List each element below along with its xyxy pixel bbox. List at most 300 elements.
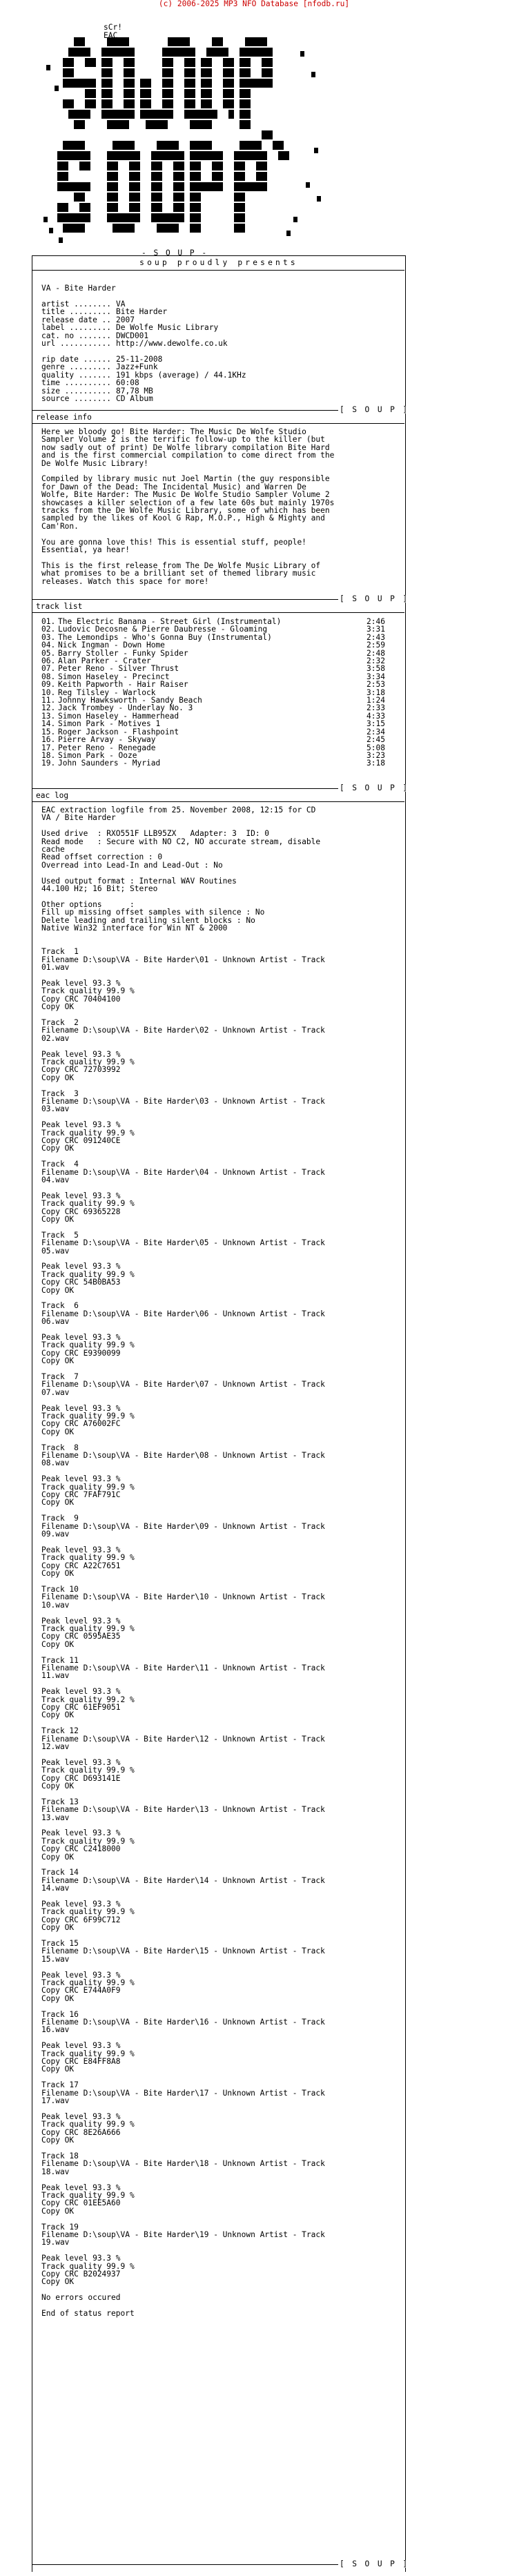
eac-track-label: Track 10 <box>41 1584 79 1594</box>
track-title: Keith Papworth - Hair Raiser <box>58 680 188 690</box>
logo-block <box>107 79 113 88</box>
logo-block <box>190 203 195 212</box>
logo-block <box>146 110 151 119</box>
spacer <box>41 1932 400 1940</box>
logo-block <box>151 151 157 160</box>
logo-block <box>245 141 251 150</box>
logo-block <box>284 151 289 160</box>
eac-copy-ok: Copy OK <box>41 1569 75 1579</box>
logo-block <box>113 120 118 129</box>
logo-block <box>101 68 107 77</box>
logo-block <box>129 203 135 212</box>
logo-block <box>190 68 195 77</box>
track-duration: 2:33 <box>367 703 385 713</box>
eac-track-quality: Track quality 99.9 % <box>41 1836 135 1846</box>
track-row <box>41 759 400 767</box>
logo-block <box>234 193 240 202</box>
logo-block <box>79 79 85 88</box>
logo-block <box>217 37 223 46</box>
eac-peak-level: Peak level 93.3 % <box>41 2041 121 2051</box>
meta-key: source ........ <box>41 394 112 404</box>
track-duration: 2:46 <box>367 617 385 626</box>
divider <box>32 423 404 424</box>
logo-block <box>201 79 206 88</box>
spacer <box>41 1082 400 1089</box>
logo-block <box>173 213 179 222</box>
logo-block <box>234 172 240 181</box>
eac-peak-level: Peak level 93.3 % <box>41 1191 121 1200</box>
logo-block <box>124 58 129 67</box>
tagline-box <box>32 255 406 271</box>
logo-block <box>251 48 256 57</box>
logo-block <box>135 193 140 202</box>
logo-block <box>157 213 162 222</box>
logo-block <box>124 79 129 88</box>
logo-block <box>168 110 173 119</box>
logo-block <box>63 162 68 170</box>
logo-block <box>118 48 124 57</box>
logo-block <box>162 48 168 57</box>
logo-block <box>118 224 124 233</box>
logo-block <box>129 224 135 233</box>
meta-value: DWCD001 <box>116 331 149 340</box>
logo-block <box>57 213 63 222</box>
eac-track-quality: Track quality 99.2 % <box>41 1695 135 1704</box>
logo-block <box>223 79 228 88</box>
logo-block <box>157 141 162 150</box>
logo-block <box>212 182 217 191</box>
logo-block <box>217 172 223 181</box>
group-tag <box>104 23 122 39</box>
logo-block <box>179 48 184 57</box>
logo-block <box>151 110 157 119</box>
logo-block <box>151 162 157 170</box>
eac-peak-level: Peak level 93.3 % <box>41 1120 121 1130</box>
logo-block <box>195 172 201 181</box>
logo-block <box>157 193 162 202</box>
eac-copy-crc: Copy CRC 69365228 <box>41 1207 121 1216</box>
logo-block <box>113 48 118 57</box>
track-title: Alan Parker - Crater <box>58 656 151 666</box>
logo-block <box>162 141 168 150</box>
eac-header-line: Native Win32 interface for Win NT & 2000 <box>41 924 228 933</box>
logo-block <box>79 151 85 160</box>
group-tag-line1: sCr! <box>104 23 122 32</box>
logo-block <box>162 99 168 108</box>
track-title: Ludovic Decosne & Pierre Daubresse - Gloaming <box>58 625 268 634</box>
eac-track-label: Track 18 <box>41 2151 79 2160</box>
eac-track-quality: Track quality 99.9 % <box>41 2049 135 2058</box>
meta-key: quality ....... <box>41 370 112 380</box>
logo-block <box>162 89 168 98</box>
logo-block <box>113 193 118 202</box>
track-title: Simon Park - Motives 1 <box>58 719 161 729</box>
logo-block <box>157 162 162 170</box>
logo-block <box>190 141 195 150</box>
release-title: VA - Bite Harder <box>41 284 116 293</box>
eac-peak-level: Peak level 93.3 % <box>41 2254 121 2263</box>
meta-key: size .......... <box>41 386 112 396</box>
logo-block <box>85 58 90 67</box>
logo-block <box>85 110 90 119</box>
logo-block <box>240 141 245 150</box>
logo-block <box>157 203 162 212</box>
logo-block <box>74 37 79 46</box>
eac-header-line: cache <box>41 845 65 855</box>
logo-block <box>129 193 135 202</box>
eac-track-label: Track 7 <box>41 1372 79 1382</box>
logo-block <box>251 37 256 46</box>
eac-track-quality: Track quality 99.9 % <box>41 1269 135 1279</box>
logo-block <box>146 120 151 129</box>
eac-peak-level: Peak level 93.3 % <box>41 1828 121 1838</box>
eac-track-quality: Track quality 99.9 % <box>41 1340 135 1350</box>
logo-block <box>190 79 195 88</box>
logo-block <box>68 99 74 108</box>
logo-block <box>234 162 240 170</box>
divider <box>32 270 404 271</box>
logo-block <box>234 182 240 191</box>
eac-peak-level: Peak level 93.3 % <box>41 1687 121 1697</box>
logo-block <box>262 79 267 88</box>
eac-peak-level: Peak level 93.3 % <box>41 1262 121 1271</box>
logo-block <box>63 172 68 181</box>
logo-block <box>162 213 168 222</box>
eac-copy-crc: Copy CRC D693141E <box>41 1773 121 1783</box>
meta-key: label ......... <box>41 323 112 333</box>
logo-block <box>140 89 146 98</box>
logo-block <box>162 58 168 67</box>
logo-block <box>195 120 201 129</box>
logo-block <box>201 99 206 108</box>
logo-block <box>63 224 68 233</box>
logo-block <box>267 58 273 67</box>
eac-copy-crc: Copy CRC 091240CE <box>41 1135 121 1145</box>
logo-block <box>146 89 151 98</box>
eac-copy-crc: Copy CRC 72703992 <box>41 1065 121 1075</box>
release-info-line: You are gonna love this! This is essential stuff, people! <box>41 537 306 547</box>
eac-track-label: Track 5 <box>41 1230 79 1240</box>
eac-filename: Filename D:\soup\VA - Bite Harder\07 - Unknown Artist - Track <box>41 1380 325 1389</box>
logo-block <box>63 182 68 191</box>
eac-filename-cont: 05.wav <box>41 1246 70 1256</box>
logo-block <box>240 224 245 233</box>
logo-block <box>107 172 113 181</box>
logo-block <box>151 193 157 202</box>
logo-block <box>113 141 118 150</box>
eac-track-quality: Track quality 99.9 % <box>41 1907 135 1917</box>
logo-block <box>190 224 195 233</box>
logo-block <box>168 48 173 57</box>
logo-block <box>68 182 74 191</box>
eac-track-label: Track 14 <box>41 1868 79 1877</box>
track-number: 04. <box>41 641 56 650</box>
logo-block <box>74 120 79 129</box>
spacer <box>41 1223 400 1231</box>
logo-block <box>212 162 217 170</box>
logo-block <box>113 110 118 119</box>
logo-block <box>162 120 168 129</box>
eac-track-label: Track 3 <box>41 1089 79 1098</box>
logo-block <box>74 48 79 57</box>
logo-block <box>129 68 135 77</box>
logo-block <box>190 193 195 202</box>
spacer <box>41 1294 400 1302</box>
logo-block <box>157 182 162 191</box>
eac-copy-ok: Copy OK <box>41 1710 75 1720</box>
meta-value: VA <box>116 300 126 309</box>
logo-block <box>135 172 140 181</box>
logo-block <box>234 203 240 212</box>
logo-block <box>162 68 168 77</box>
logo-block <box>63 68 68 77</box>
logo-block <box>190 99 195 108</box>
eac-track-quality: Track quality 99.9 % <box>41 1766 135 1775</box>
track-number: 16. <box>41 735 56 745</box>
logo-block <box>190 162 195 170</box>
logo-block <box>85 182 90 191</box>
meta-key: artist ........ <box>41 300 112 309</box>
track-duration: 3:18 <box>367 759 385 768</box>
logo-block <box>74 224 79 233</box>
logo-speck <box>314 148 318 153</box>
release-info-line <box>41 530 400 538</box>
logo-block <box>262 58 267 67</box>
logo-block <box>173 48 179 57</box>
spacer <box>41 1365 400 1373</box>
eac-filename: Filename D:\soup\VA - Bite Harder\03 - Unknown Artist - Track <box>41 1096 325 1106</box>
eac-filename: Filename D:\soup\VA - Bite Harder\09 - Unknown Artist - Track <box>41 1521 325 1531</box>
eac-filename-cont: 09.wav <box>41 1530 70 1539</box>
eac-filename-cont: 07.wav <box>41 1387 70 1397</box>
logo-block <box>173 193 179 202</box>
meta-value: 60:08 <box>116 378 139 388</box>
logo-block <box>206 141 212 150</box>
track-title: Reg Tilsley - Warlock <box>58 687 156 697</box>
logo-block <box>151 213 157 222</box>
meta-key: time .......... <box>41 378 112 388</box>
logo-block <box>113 224 118 233</box>
eac-filename-cont: 01.wav <box>41 963 70 973</box>
logo-block <box>234 224 240 233</box>
eac-filename-cont: 04.wav <box>41 1175 70 1184</box>
eac-track-quality: Track quality 99.9 % <box>41 986 135 996</box>
eac-track-quality: Track quality 99.9 % <box>41 1553 135 1563</box>
logo-block <box>251 151 256 160</box>
section-track-list: track list <box>36 602 83 611</box>
eac-copy-crc: Copy CRC 54B0BA53 <box>41 1278 121 1287</box>
logo-block <box>240 99 245 108</box>
logo-block <box>118 141 124 150</box>
logo-block <box>124 151 129 160</box>
logo-block <box>68 151 74 160</box>
eac-track-quality: Track quality 99.9 % <box>41 1128 135 1138</box>
release-info-line: Essential, ya hear! <box>41 545 130 555</box>
logo-block <box>262 130 267 139</box>
eac-filename: Filename D:\soup\VA - Bite Harder\10 - Unknown Artist - Track <box>41 1592 325 1602</box>
eac-filename: Filename D:\soup\VA - Bite Harder\05 - Unknown Artist - Track <box>41 1238 325 1248</box>
spacer <box>41 2215 400 2223</box>
logo-block <box>146 99 151 108</box>
logo-block <box>107 68 113 77</box>
eac-filename-cont: 10.wav <box>41 1600 70 1610</box>
logo-block <box>206 182 212 191</box>
logo-block <box>195 141 201 150</box>
logo-block <box>85 79 90 88</box>
eac-peak-level: Peak level 93.3 % <box>41 1333 121 1343</box>
eac-track-quality: Track quality 99.9 % <box>41 1057 135 1066</box>
release-info-line: Cam'Ron. <box>41 521 79 531</box>
logo-block <box>101 79 107 88</box>
logo-block <box>140 110 146 119</box>
logo-block <box>135 213 140 222</box>
logo-block <box>245 48 251 57</box>
track-title: Simon Park - Ooze <box>58 750 137 760</box>
release-info-line: sampled by the likes of Kool G Rap, M.O.P., High & Mighty and <box>41 514 325 523</box>
eac-footer-line: No errors occured <box>41 2293 121 2303</box>
logo-block <box>124 120 129 129</box>
logo-block <box>245 89 251 98</box>
logo-block <box>79 203 85 212</box>
logo-block <box>79 37 85 46</box>
logo-block <box>107 151 113 160</box>
logo-block <box>240 203 245 212</box>
logo-block <box>168 68 173 77</box>
track-duration: 3:23 <box>367 750 385 760</box>
logo-block <box>124 68 129 77</box>
eac-peak-level: Peak level 93.3 % <box>41 1474 121 1484</box>
eac-track-label: Track 4 <box>41 1160 79 1169</box>
eac-copy-ok: Copy OK <box>41 2206 75 2216</box>
logo-block <box>168 224 173 233</box>
logo-block <box>79 120 85 129</box>
logo-block <box>190 110 195 119</box>
logo-block <box>256 79 262 88</box>
eac-copy-crc: Copy CRC C2418000 <box>41 1844 121 1854</box>
logo-block <box>228 68 234 77</box>
logo-block <box>195 162 201 170</box>
track-title: Simon Haseley - Hammerhead <box>58 711 179 721</box>
logo-block <box>162 151 168 160</box>
logo-block <box>79 224 85 233</box>
logo-block <box>63 203 68 212</box>
logo-block <box>190 213 195 222</box>
logo-block <box>190 172 195 181</box>
logo-block <box>195 182 201 191</box>
eac-header-line: Fill up missing offset samples with silence : No <box>41 908 265 917</box>
eac-track-label: Track 8 <box>41 1443 79 1452</box>
group-tag-line2: EAC <box>104 30 118 40</box>
logo-block <box>113 162 118 170</box>
logo-block <box>267 130 273 139</box>
eac-track-quality: Track quality 99.9 % <box>41 1199 135 1209</box>
eac-track-label: Track 16 <box>41 2009 79 2019</box>
track-title: Johnny Hawksworth - Sandy Beach <box>58 696 202 705</box>
track-title: The Electric Banana - Street Girl (Instrumental) <box>58 617 282 626</box>
eac-copy-ok: Copy OK <box>41 1073 75 1082</box>
eac-copy-crc: Copy CRC A22C7651 <box>41 1561 121 1570</box>
logo-block <box>74 79 79 88</box>
release-info-line: and is the first commercial compilation to come direct from the <box>41 451 335 460</box>
eac-copy-crc: Copy CRC 01EE5A60 <box>41 2198 121 2208</box>
logo-block <box>68 48 74 57</box>
track-title: The Lemondips - Who's Gonna Buy (Instrumental) <box>58 632 272 642</box>
soup-mark: [ S O U P ] <box>340 2559 409 2568</box>
logo-block <box>107 193 113 202</box>
logo-block <box>206 79 212 88</box>
logo-block <box>168 79 173 88</box>
logo-block <box>184 48 190 57</box>
eac-filename: Filename D:\soup\VA - Bite Harder\14 - Unknown Artist - Track <box>41 1875 325 1885</box>
logo-block <box>223 89 228 98</box>
logo-block <box>79 182 85 191</box>
release-info-line: releases. Watch this space for more! <box>41 576 209 586</box>
release-info-line: now sadly out of print) De Wolfe library compilation Bite Hard <box>41 442 330 452</box>
eac-filename: Filename D:\soup\VA - Bite Harder\19 - Unknown Artist - Track <box>41 2229 325 2239</box>
eac-track-quality: Track quality 99.9 % <box>41 1623 135 1633</box>
track-number: 05. <box>41 648 56 658</box>
eac-header-line: Delete leading and trailing silent blocks : No <box>41 915 255 925</box>
track-number: 15. <box>41 727 56 736</box>
spacer <box>41 1507 400 1514</box>
logo-block <box>101 89 107 98</box>
logo-block <box>79 193 85 202</box>
track-duration: 2:45 <box>367 735 385 745</box>
eac-copy-ok: Copy OK <box>41 1214 75 1224</box>
logo-block <box>107 58 113 67</box>
track-number: 19. <box>41 759 56 768</box>
eac-peak-level: Peak level 93.3 % <box>41 978 121 988</box>
logo-block <box>223 48 228 57</box>
track-duration: 1:24 <box>367 696 385 705</box>
logo-block <box>129 89 135 98</box>
logo-block <box>206 68 212 77</box>
eac-peak-level: Peak level 93.3 % <box>41 1900 121 1909</box>
logo-block <box>157 172 162 181</box>
meta-key: release date .. <box>41 315 112 324</box>
logo-block <box>206 99 212 108</box>
logo-block <box>240 172 245 181</box>
logo-block <box>190 120 195 129</box>
eac-track-label: Track 15 <box>41 1939 79 1949</box>
logo-block <box>240 120 245 129</box>
logo-block <box>223 58 228 67</box>
eac-copy-ok: Copy OK <box>41 1852 75 1862</box>
logo-block <box>240 193 245 202</box>
logo-block <box>79 141 85 150</box>
logo-block <box>262 151 267 160</box>
soup-mark: [ S O U P ] <box>340 594 409 603</box>
logo-block <box>217 151 223 160</box>
logo-block <box>157 151 162 160</box>
spacer <box>41 1648 400 1656</box>
logo-block <box>179 151 184 160</box>
logo-block <box>63 141 68 150</box>
eac-copy-ok: Copy OK <box>41 1002 75 1012</box>
release-info-line: tracks from the De Wolfe Music Library, some of which has been <box>41 506 330 516</box>
eac-header-line: VA / Bite Harder <box>41 813 116 823</box>
logo-block <box>256 141 262 150</box>
track-duration: 2:53 <box>367 680 385 690</box>
logo-block <box>173 141 179 150</box>
spacer <box>41 2145 400 2152</box>
logo-block <box>168 37 173 46</box>
logo-block <box>85 151 90 160</box>
eac-copy-crc: Copy CRC E84FF8A8 <box>41 2057 121 2067</box>
logo-block <box>157 110 162 119</box>
track-duration: 4:33 <box>367 711 385 721</box>
track-list <box>41 618 400 768</box>
